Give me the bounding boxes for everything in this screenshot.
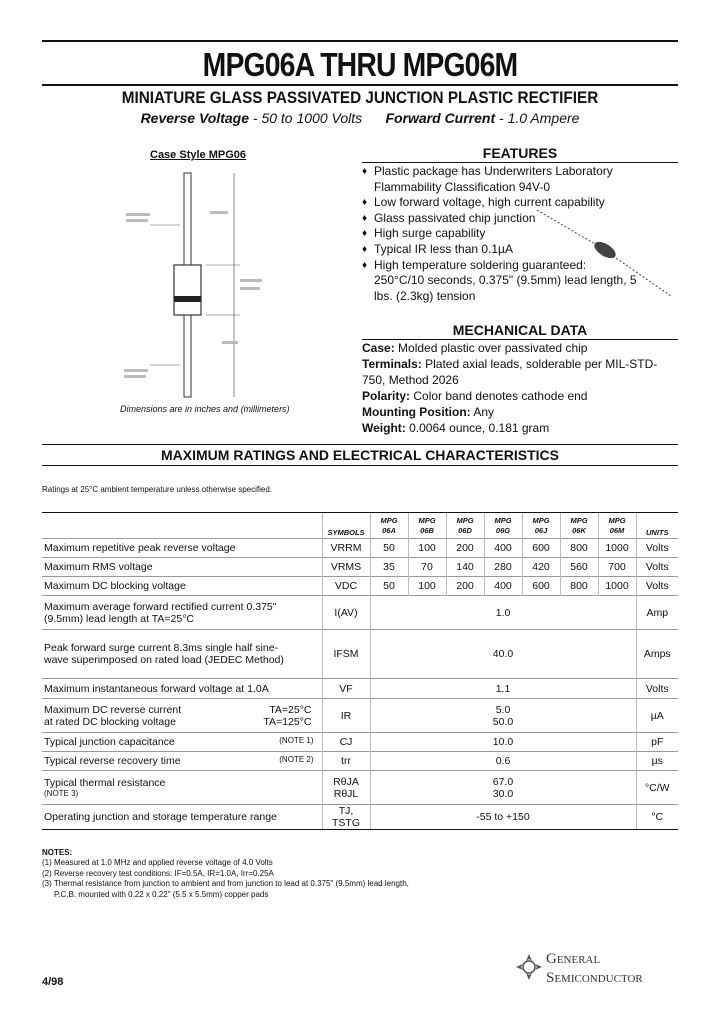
note-item: P.C.B. mounted with 0.22 x 0.22" (5.5 x 5.5mm) copper pads [54, 889, 269, 899]
ratings-heading: MAXIMUM RATINGS AND ELECTRICAL CHARACTERISTICS [161, 447, 559, 463]
reverse-voltage-value: - 50 to 1000 Volts [249, 110, 363, 126]
feature-item: ♦ Plastic package has Underwriters Laboratory Flammability Classification 94V-0 [362, 164, 678, 195]
feature-item: ♦ High surge capability [362, 226, 678, 242]
reverse-voltage-label: Reverse Voltage [140, 110, 249, 126]
symbols-header: SYMBOLS [322, 513, 370, 539]
brand-line-2: Semiconductor [546, 970, 643, 986]
package-outline-drawing [110, 165, 270, 405]
ratings-note: Ratings at 25°C ambient temperature unless otherwise specified. [42, 485, 272, 494]
feature-item: ♦ High temperature soldering guaranteed: 250°C/10 seconds, 0.375" (9.5mm) lead length, 5 lbs. (2.3kg) tension [362, 258, 639, 305]
forward-current-label: Forward Current [385, 110, 496, 126]
table-row: Maximum DC reverse current TA=25°C at rated DC blocking voltage TA=125°C IR 5.0 50.0 µA [42, 699, 678, 733]
part-header: MPG 06A [370, 513, 408, 539]
table-row: Peak forward surge current 8.3ms single half sine-wave superimposed on rated load (JEDEC Method) IFSM 40.0 Amps [42, 630, 678, 679]
ratings-bottom-rule [42, 465, 678, 466]
mechanical-data [362, 340, 680, 436]
table-row: Typical junction capacitance (NOTE 1) CJ 10.0 pF [42, 733, 678, 752]
note-item: (3) Thermal resistance from junction to ambient and from junction to lead at 0.375" (9.5mm) lead length, [42, 879, 409, 889]
part-header: MPG 06J [522, 513, 560, 539]
table-row: Maximum repetitive peak reverse voltage VRRM 50 100 200 400 600 800 1000 Volts [42, 539, 678, 558]
mechanical-heading: MECHANICAL DATA [452, 322, 588, 338]
part-header: MPG 06B [408, 513, 446, 539]
mech-polarity: Polarity: Color band denotes cathode end [362, 389, 588, 403]
table-row: Maximum instantaneous forward voltage at 1.0A VF 1.1 Volts [42, 679, 678, 699]
brand-line-1: General [546, 951, 601, 967]
top-rule [42, 40, 678, 42]
dimensions-caption: Dimensions are in inches and (millimeters) [120, 404, 290, 414]
company-logo-icon [514, 952, 544, 982]
note-item: (1) Measured at 1.0 MHz and applied reverse voltage of 4.0 Volts [42, 858, 273, 868]
doc-title: MPG06A THRU MPG06M [202, 46, 518, 83]
table-row: Maximum average forward rectified current 0.375" (9.5mm) lead length at TA=25°C I(AV) 1.0 Amp [42, 596, 678, 630]
forward-current-value: - 1.0 Ampere [495, 110, 580, 126]
note-item: (2) Reverse recovery test conditions: IF=0.5A, IR=1.0A, Irr=0.25A [42, 868, 274, 878]
table-row: Maximum RMS voltage VRMS 35 70 140 280 420 560 700 Volts [42, 558, 678, 577]
title-rule [42, 84, 678, 86]
part-header: MPG 06K [560, 513, 598, 539]
doc-subtitle: MINIATURE GLASS PASSIVATED JUNCTION PLASTIC RECTIFIER [121, 88, 599, 107]
voltage-current-line [0, 110, 720, 126]
notes-block [42, 848, 409, 900]
units-header: UNITS [636, 513, 678, 539]
mech-weight: Weight: 0.0064 ounce, 0.181 gram [362, 421, 550, 435]
feature-item: ♦ Typical IR less than 0.1µA [362, 242, 678, 258]
table-row: Operating junction and storage temperature range TJ, TSTG -55 to +150 °C [42, 805, 678, 830]
part-header: MPG 06D [446, 513, 484, 539]
feature-item: ♦ Glass passivated chip junction [362, 211, 678, 227]
case-style-title: Case Style MPG06 [150, 149, 246, 161]
part-header: MPG 06M [598, 513, 636, 539]
mech-mounting: Mounting Position: Any [362, 405, 494, 419]
features-rule [362, 162, 678, 163]
mech-terminals: Terminals: Plated axial leads, solderable per MIL-STD-750, Method 2026 [362, 357, 658, 387]
diode-illustration [535, 208, 675, 300]
ratings-top-rule [42, 444, 678, 445]
table-row: Typical reverse recovery time (NOTE 2) trr 0.6 µs [42, 752, 678, 771]
table-row: Typical thermal resistance (NOTE 3) RθJA RθJL 67.0 30.0 °C/W [42, 771, 678, 805]
mech-case: Case: Molded plastic over passivated chip [362, 341, 588, 355]
table-row: Maximum DC blocking voltage VDC 50 100 200 400 600 800 1000 Volts [42, 577, 678, 596]
table-header-row [42, 513, 678, 539]
company-name [546, 950, 643, 988]
features-heading: FEATURES [482, 145, 558, 161]
feature-item: ♦ Low forward voltage, high current capability [362, 195, 678, 211]
ratings-table [42, 512, 678, 830]
notes-heading: NOTES: [42, 848, 73, 857]
revision-date: 4/98 [42, 976, 64, 988]
part-header: MPG 06G [484, 513, 522, 539]
